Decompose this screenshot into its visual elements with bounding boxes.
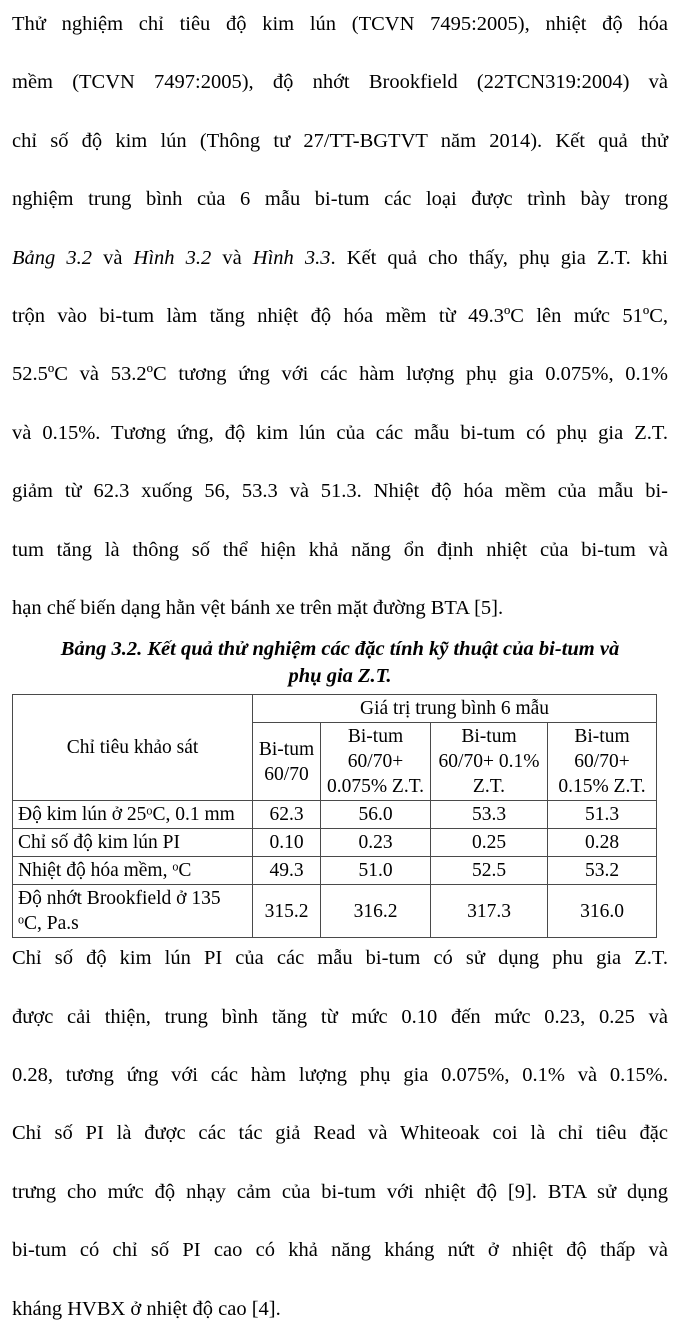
row-label-post: C, 0.1 mm (152, 804, 235, 826)
cell-value: 49.3 (253, 857, 321, 885)
row-label-pre: Nhiệt độ hóa mềm, (18, 860, 173, 882)
table-header-stub: Chỉ tiêu khảo sát (13, 695, 253, 801)
text-line: Chỉ số độ kim lún PI của các mẫu bi-tum có sử dụng phu gia Z.T. (12, 947, 668, 970)
text-line: 0.28, tương ứng với các hàm lượng phụ gia 0.075%, 0.1% và 0.15%. (12, 1064, 668, 1087)
table-header-group: Giá trị trung bình 6 mẫu (253, 695, 657, 723)
cell-value: 51.3 (548, 801, 657, 829)
ref-hinh-3-2: Hình 3.2 (133, 246, 212, 269)
table-row (13, 801, 657, 829)
cell-value: 51.0 (321, 857, 431, 885)
text-line: Thử nghiệm chỉ tiêu độ kim lún (TCVN 7495:2005), nhiệt độ hóa (12, 13, 668, 35)
degree-superscript-icon: o (18, 912, 25, 927)
paragraph-discussion (12, 944, 668, 1324)
cell-value: 0.28 (548, 829, 657, 857)
cell-value: 0.25 (431, 829, 548, 857)
ref-sep-1: và (92, 246, 134, 269)
text-line: chỉ số độ kim lún (Thông tư 27/TT-BGTVT năm 2014). Kết quả thử (12, 129, 668, 152)
table-header-col-1: Bi-tum 60/70 (253, 723, 321, 801)
cell-value: 53.2 (548, 857, 657, 885)
table-header-col-3: Bi-tum 60/70+ 0.1% Z.T. (431, 723, 548, 801)
cell-value: 53.3 (431, 801, 548, 829)
paragraph-intro (12, 10, 668, 623)
text-line: giảm từ 62.3 xuống 56, 53.3 và 51.3. Nhiệt độ hóa mềm của mẫu bi- (12, 480, 668, 503)
table-row (13, 857, 657, 885)
row-label-brookfield-viscosity (13, 885, 253, 938)
text-line: 52.5ºC và 53.2ºC tương ứng với các hàm lượng phụ gia 0.075%, 0.1% (12, 363, 668, 386)
cell-value: 0.10 (253, 829, 321, 857)
row-label-penetration (13, 801, 253, 829)
table-row (13, 885, 657, 938)
text-line: kháng HVBX ở nhiệt độ cao [4]. (12, 1297, 281, 1320)
row-label-post: C, Pa.s (24, 913, 79, 935)
text-line: trộn vào bi-tum làm tăng nhiệt độ hóa mềm từ 49.3ºC lên mức 51ºC, (12, 305, 668, 328)
text-line: nghiệm trung bình của 6 mẫu bi-tum các loại được trình bày trong (12, 188, 668, 211)
row-label-pi (13, 829, 253, 857)
row-label-pre: Độ kim lún ở 25 (18, 804, 147, 826)
row-label-post: C (178, 860, 192, 882)
row-label-pre: Độ nhớt Brookfield ở 135 (18, 888, 221, 910)
text-line: được cải thiện, trung bình tăng từ mức 0.10 đến mức 0.23, 0.25 và (12, 1005, 668, 1028)
table-header-col-2: Bi-tum 60/70+ 0.075% Z.T. (321, 723, 431, 801)
ref-bang-3-2: Bảng 3.2 (12, 246, 92, 269)
table-row (13, 829, 657, 857)
text-line: mềm (TCVN 7497:2005), độ nhớt Brookfield (22TCN319:2004) và (12, 71, 668, 94)
row-label-pre: Chỉ số độ kim lún PI (18, 832, 180, 854)
ref-sep-2: và (211, 246, 253, 269)
table-caption (12, 636, 668, 690)
text-line: và 0.15%. Tương ứng, độ kim lún của các mẫu bi-tum có phụ gia Z.T. (12, 421, 668, 444)
cell-value: 316.2 (321, 885, 431, 938)
table-header-row-group (13, 695, 657, 723)
row-label-softening-point (13, 857, 253, 885)
cell-value: 316.0 (548, 885, 657, 938)
text-line: tum tăng là thông số thể hiện khả năng ổn định nhiệt của bi-tum và (12, 538, 668, 561)
degree-superscript-icon: o (146, 803, 153, 818)
cell-value: 317.3 (431, 885, 548, 938)
table-caption-line-1: Bảng 3.2. Kết quả thử nghiệm các đặc tính kỹ thuật của bi-tum và (60, 638, 620, 661)
text-line: bi-tum có chỉ số PI cao có khả năng kháng nứt ở nhiệt độ thấp và (12, 1239, 668, 1262)
table-header-col-4: Bi-tum 60/70+ 0.15% Z.T. (548, 723, 657, 801)
degree-superscript-icon: o (172, 859, 179, 874)
cell-value: 0.23 (321, 829, 431, 857)
ref-hinh-3-3: Hình 3.3 (252, 246, 331, 269)
cell-value: 52.5 (431, 857, 548, 885)
text-line: trưng cho mức độ nhạy cảm của bi-tum với nhiệt độ [9]. BTA sử dụng (12, 1180, 668, 1203)
results-table (12, 694, 657, 938)
text-line-with-figure-refs (12, 244, 668, 302)
cell-value: 56.0 (321, 801, 431, 829)
text-line: Chỉ số PI là được các tác giả Read và Whiteoak coi là chỉ tiêu đặc (12, 1122, 668, 1145)
ref-tail: . Kết quả cho thấy, phụ gia Z.T. khi (330, 246, 668, 269)
cell-value: 62.3 (253, 801, 321, 829)
table-caption-line-2: phụ gia Z.T. (288, 665, 392, 688)
text-line: hạn chế biến dạng hằn vệt bánh xe trên mặt đường BTA [5]. (12, 597, 504, 620)
cell-value: 315.2 (253, 885, 321, 938)
